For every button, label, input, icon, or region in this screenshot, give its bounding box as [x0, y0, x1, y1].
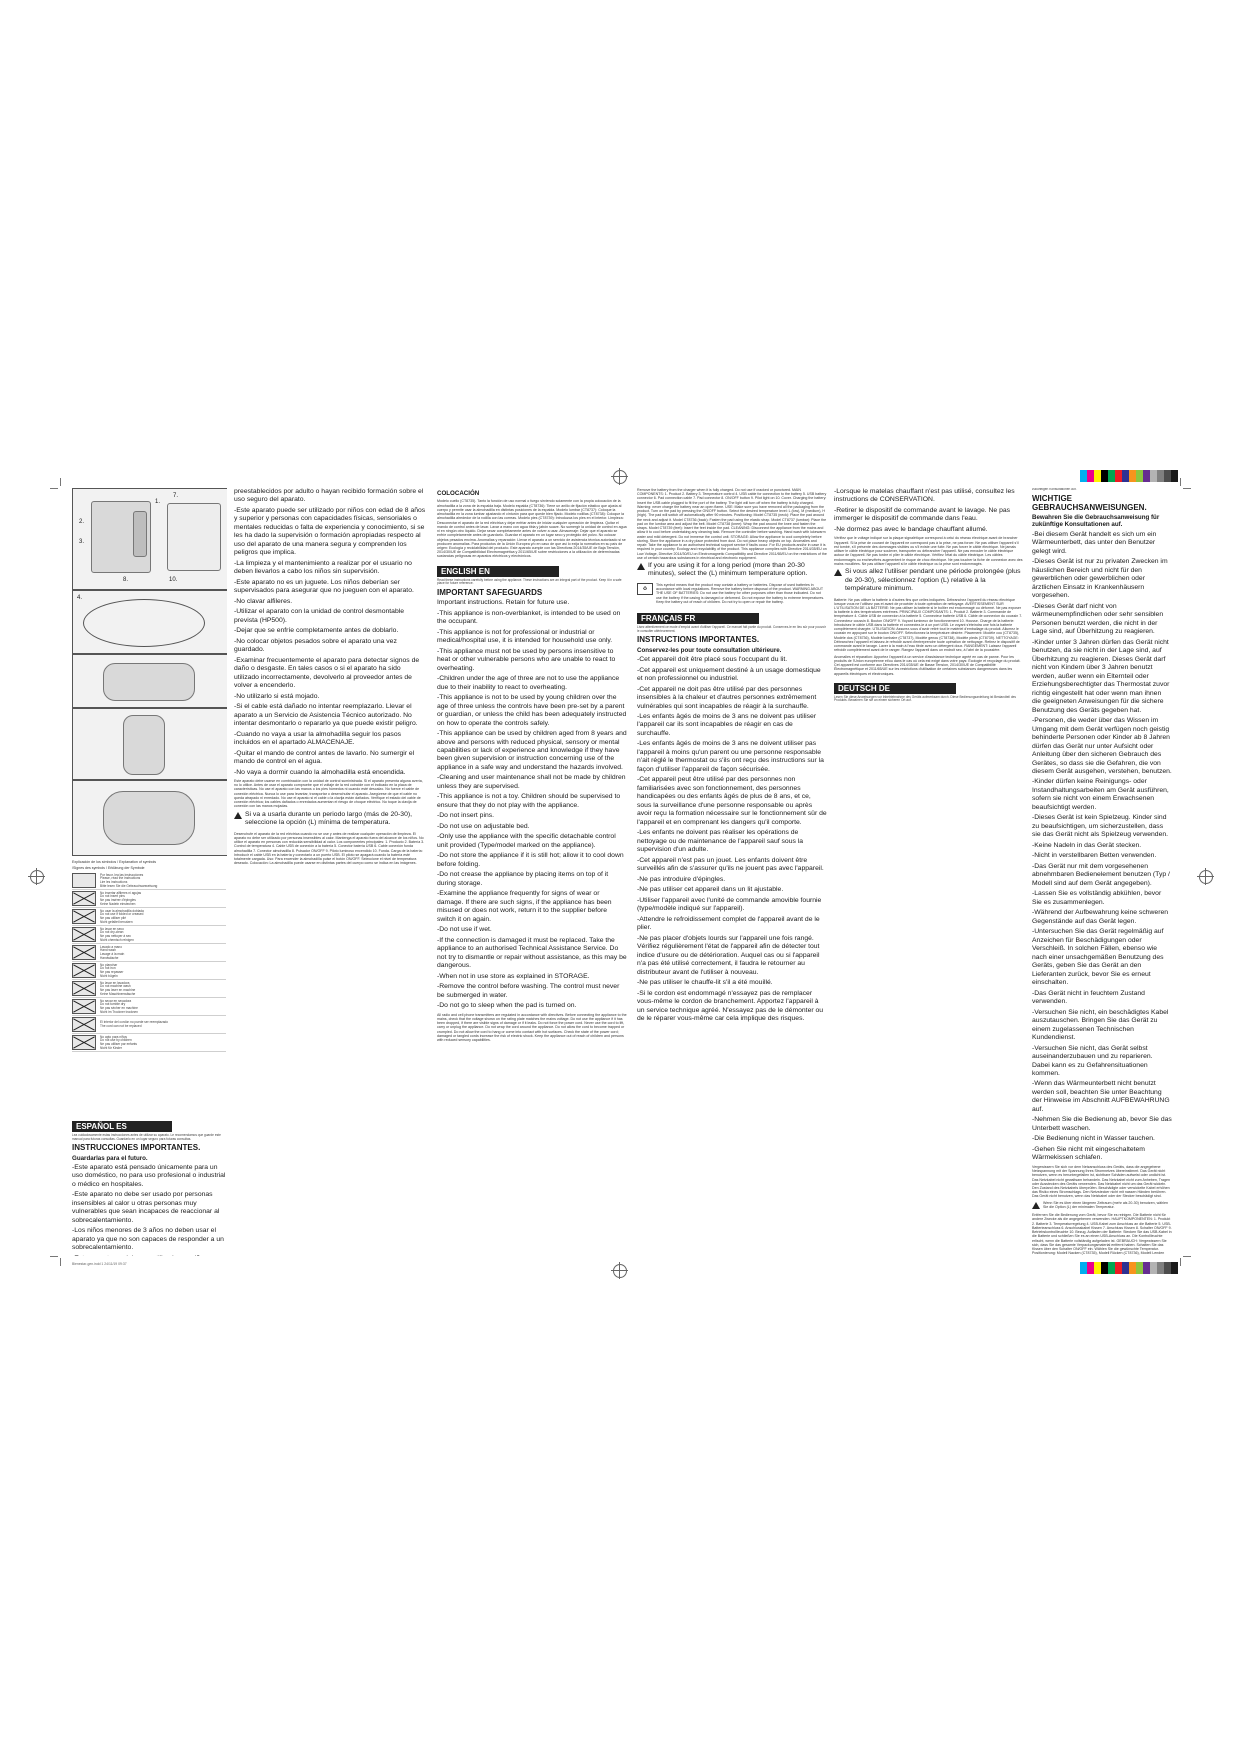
fr-safety-item: -Attendre le refroidissement complet de l'appareil avant de le plier.	[637, 915, 820, 932]
fr-safety-item: -Les enfants âgés de moins de 3 ans ne doivent pas utiliser l'appareil car ils sont incapables de réagir en cas de surchauffe.	[637, 713, 817, 737]
color-swatch	[1101, 470, 1108, 482]
en-safety-item: -This appliance is not to be used by young children over the age of three unless the controls have been pre-set by a parent or guardian, or unless the child has been adequately instructed on how to operate the controls safely.	[437, 694, 627, 727]
crop-mark	[50, 1256, 58, 1257]
column-german	[1032, 488, 1172, 1256]
symbol-caption: Do not iron	[100, 966, 116, 971]
de-safety-item: -Versuchen Sie nicht, das Gerät selbst auseinanderzubauen und zu reparieren. Dabei kann es zu Gefahrensituationen kommen.	[1032, 1044, 1153, 1077]
symbols-panel	[72, 860, 226, 1052]
symbol-caption: Keine Maschinenwäsche	[100, 991, 136, 996]
es-safety-item: -Este aparato puede ser utilizado por niños con edad de 8 años y superior y personas con capacidades físicas, sensoriales o mentales reducidas o falta de experiencia y conocimiento, si se les ha dado la supervisión o formación apropiadas respecto al uso del aparato de una manera segura y comprenden los peligros que implica.	[234, 506, 426, 557]
en-safety-item: -Children under the age of three are not to use the appliance due to their inability to react to overheating.	[437, 675, 620, 691]
colocacion-text: Modelo cuello (CT8735). Tanto la función de uso normal o fuego sirviendo solamente con la propia colocación de la almohadilla a la zona de la espalda baja. Modelo espalda (CT8736): Tiene un anillo de fijación elástico que ajusta al cuerpo y permite usar la almohadilla en distintas posiciones de la espalda. Modelo lumbar (CT8737): Coloque la almohadilla en la zona lumbar ajustando el cinturón para que quede bien fijado. Modelo rodillas (CT8738): Coloque la almohadilla alrededor de la rodilla con las correas. Modelo pies (CT8739): Introduzca los pies en el interior. Limpieza: Desconectar el aparato de la red eléctrica y dejar enfriar antes de iniciar cualquier operación de limpieza. Quitar el mando de control antes de lavar. Lavar a mano con agua tibia y jabón suave. No sumergir la unidad de control en agua ni en ningún otro líquido. Dejar secar completamente antes de volver a usar. Almacenaje: Dejar que el aparato se enfríe completamente antes de guardarlo. Guardar el aparato en un lugar seco y protegido del polvo. No colocar objetos pesados encima. Anomalías y reparación: Llevar el aparato a un servicio de asistencia técnica autorizado si se producen anomalías. Para productos de la Unión Europea y/o en caso de que así lo exija la normativa en su país de origen: Ecología y reciclabilidad del producto. Este aparato cumple con las Directivas 2014/35/UE de Baja Tensión, 2014/30/UE de Compatibilidad Electromagnética y 2011/65/UE sobre restricciones a la utilización de determinadas sustancias peligrosas en aparatos eléctricos y electrónicos.	[437, 499, 627, 559]
es-safety-item: -La limpieza y el mantenimiento a realizar por el usuario no deben llevarlos a cabo los niños sin supervisión.	[234, 559, 412, 576]
care-symbol-icon	[72, 1017, 96, 1032]
symbol-caption: No insertar alfileres ni agujas	[100, 890, 142, 895]
symbol-caption: Hand wash	[100, 948, 116, 953]
color-swatch	[1164, 470, 1171, 482]
es-safety-item: -Este aparato no es un juguete. Los niños deberían ser supervisados para asegurar que no jueguen con el aparato.	[234, 578, 414, 595]
en-warning	[637, 562, 827, 581]
de-safety-item: -Keine Nadeln in das Gerät stecken.	[1032, 841, 1142, 849]
registration-mark-right	[1199, 870, 1213, 884]
color-swatch	[1094, 470, 1101, 482]
symbol-caption: No secar en secadora	[100, 998, 132, 1003]
color-swatch	[1080, 1262, 1087, 1274]
es-warning-text: Si va a usarla durante un periodo largo (más de 20-30), seleccione la opción (L) mínima de temperatura.	[245, 810, 412, 827]
en-safety-item: -Do not store the appliance if it is still hot; allow it to cool down before folding.	[437, 852, 624, 868]
care-symbol-icon	[72, 945, 96, 960]
color-swatch	[1136, 470, 1143, 482]
care-symbol-icon	[72, 873, 96, 888]
en-safety-item: -Do not go to sleep when the pad is turned on.	[437, 1002, 577, 1010]
fr-safety-item: -Si le cordon est endommagé n'essayez pas de remplacer vous-même le cordon de branchement. Apportez l'appareil à un service technique agréé. N'essayez pas de le démonter ou de le réparer vous-même car cela implique des risques.	[637, 989, 824, 1022]
symbol-row	[72, 926, 226, 944]
en-safety-item: -Do not use on adjustable bed.	[437, 822, 530, 830]
fr-safety-item: -Ne pas utiliser cet appareil dans un lit ajustable.	[637, 886, 784, 894]
fr-safety-item: -Cet appareil ne doit pas être utilisé par des personnes insensibles à la chaleur et d'autres personnes extrêmement vulnérables qui sont incapables de réagir à la surchauffe.	[637, 685, 817, 710]
color-swatch	[1150, 470, 1157, 482]
en-safety-item: -Do not crease the appliance by placing items on top of it during storage.	[437, 871, 609, 887]
section-header-fr: FRANÇAIS FR	[637, 613, 759, 624]
figure-label: 2.	[79, 519, 85, 525]
symbol-row	[72, 890, 226, 908]
en-safety-item: -When not in use store as explained in STORAGE.	[437, 972, 590, 980]
color-swatch	[1122, 1262, 1129, 1274]
color-swatch	[1143, 470, 1150, 482]
symbol-caption: Nicht im Trockner trocknen	[100, 1009, 138, 1014]
figure-label: 1.	[155, 499, 161, 505]
symbol-row	[72, 1034, 226, 1052]
en-safety-item: -If the connection is damaged it must be replaced. Take the appliance to an authorised Technical Assistance Service. Do not try to dismantle or repair without assistance, as this may be dangerous.	[437, 936, 627, 970]
care-symbol-icon	[72, 891, 96, 906]
color-swatch	[1164, 1262, 1171, 1274]
color-swatch	[1101, 1262, 1108, 1274]
en-safety-list	[437, 599, 627, 1010]
de-safety-item: -Nicht in verstellbaren Betten verwenden.	[1032, 852, 1157, 860]
en-safety-item: -Do not insert pins.	[437, 812, 495, 820]
symbol-caption: Ne pas utiliser par enfants	[100, 1041, 138, 1046]
de-safety-item: -Die Bedienung nicht in Wasser tauchen.	[1032, 1135, 1155, 1143]
fr-safety-item: -Les enfants ne doivent pas réaliser les opérations de nettoyage ou de maintenance de l'appareil sauf sous la supervision d'un adulte.	[637, 829, 804, 854]
es-subtitle: Guardarlas para el futuro.	[72, 1154, 148, 1162]
symbol-caption: Ne pas insérer d'épingles	[100, 897, 136, 902]
figure-panel-usage-2	[72, 708, 227, 780]
instruction-sheet	[72, 488, 1172, 1256]
fr-safety-item: -Cet appareil peut être utilisé par des personnes non familiarisées avec son fonctionnement, des personnes handicapées ou des enfants âgés de plus de 8 ans, et ce, sous la surveillance d'une personne responsable ou après avoir reçu la formation nécessaire sur le fonctionnement sûr de l'appareil et en comprenant les dangers qu'il comporte.	[637, 776, 827, 826]
crop-mark	[1183, 488, 1191, 489]
en-general-notes: All radio and cell phone transmitters are regulated in accordance with directives. Before connecting the appliance to the mains, check that the voltage shown on the rating plate matches the mains voltage. Do not use the appliance if it has been dropped, if there are visible signs of damage or if it leaks. Do not force the power cord. Never use the cord to lift, carry or unplug the appliance. Do not wrap the cord around the appliance. Do not allow the cord to become trapped or crumpled. Do not allow the cord to hang or come into contact with hot surfaces. Check the state of the power cord; damaged or tangled cords increase the risk of electric shock. Keep the appliance out of reach of children and persons with reduced sensory capabilities.	[437, 1012, 627, 1042]
figure-panel-product	[72, 488, 227, 590]
color-swatch	[1129, 470, 1136, 482]
control-unit-illustration	[133, 511, 147, 557]
symbol-row	[72, 962, 226, 980]
en-safety-item: -This appliance is not a toy. Children should be supervised to ensure that they do not play with the appliance.	[437, 793, 621, 809]
section-header-es: ESPAÑOL ES	[72, 1121, 172, 1132]
symbol-caption: Ne pas nettoyer à sec	[100, 933, 132, 938]
color-swatch	[1143, 1262, 1150, 1274]
warning-triangle-icon	[834, 569, 842, 576]
fr-intro: Lisez attentivement ce mode d'emploi avant d'utiliser l'appareil. Ce manuel fait partie du produit. Conservez-le en lieu sûr pour pouvoir le consulter ultérieurement.	[637, 625, 826, 633]
symbol-caption: Do not use by children	[100, 1038, 132, 1043]
section-header-en: ENGLISH EN	[437, 566, 559, 577]
de-title: WICHTIGE GEBRAUCHSANWEISUNGEN.	[1032, 493, 1147, 512]
color-swatch	[1094, 1262, 1101, 1274]
en-safety-item: -This appliance must not be used by persons insensitive to heat or other vulnerable persons who are unable to react to overheating.	[437, 647, 616, 672]
es-safety-list-continued	[234, 488, 427, 777]
color-swatch	[1157, 1262, 1164, 1274]
de-safety-item: -Kinder unter 3 Jahren dürfen das Gerät nicht benutzen, da sie nicht in der Lage sind, auf Überhitzung zu reagieren. Dieses Gerät darf nicht von Kindern über 3 Jahren benutzt werden, außer wenn ein Elternteil oder Erziehungsberechtigter das Thermostat zuvor richtig eingestellt hat oder wenn man ihnen die geeigneten Anweisungen für die sichere Benutzung des Geräts gegeben hat.	[1032, 638, 1170, 714]
symbol-row	[72, 980, 226, 998]
de-safety-item: -Gehen Sie nicht mit eingeschaltetem Wärmekissen schlafen.	[1032, 1145, 1145, 1162]
fr-safety-list	[637, 656, 827, 1023]
crop-mark	[60, 1258, 61, 1266]
symbol-row	[72, 1016, 226, 1034]
color-swatch	[1171, 470, 1178, 482]
fr-ecology-notes: Anomalies et réparation: Apportez l'appareil à un service d'assistance technique agréé en cas de panne. Pour les produits de l'Union européenne et/ou dans le cas où cela est exigé dans votre pays: Écologie et recyclage du produit. Cet appareil est conforme aux Directives 2014/35/UE de Basse Tension, 2014/30/UE de Compatibilité Électromagnétique et 2011/65/UE sur les restrictions d'utilisation de certaines substances dangereuses dans les appareils électriques et électroniques.	[834, 654, 1021, 676]
symbol-caption: No lavar en lavadora	[100, 980, 130, 985]
care-symbol-icon	[72, 999, 96, 1014]
symbol-caption: No lavar en seco	[100, 926, 124, 931]
registration-mark-top	[613, 470, 627, 484]
figure-label: 4.	[77, 595, 83, 601]
color-swatch	[1115, 1262, 1122, 1274]
de-warning	[1032, 1201, 1172, 1211]
symbol-row	[72, 944, 226, 962]
warning-triangle-icon	[234, 812, 242, 819]
es-general-notes: Este aparato debe usarse en combinación con la unidad de control suministrada. Si el aparato presenta alguna avería, no lo utilice. Antes de usar el aparato compruebe que el voltaje de la red coincide con el indicado en la placa de características. No use el aparato con las manos o los pies húmedos ni cuando esté descalzo. No fuerce el cable de conexión eléctrica. Nunca lo use para levantar, transportar o desenchufar el aparato. Asegúrese de que el cable no queda atrapado ni enredado. No use el aparato si el cable o la clavija están dañados. Verifique el estado del cable de conexión eléctrica; los cables dañados o enredados aumentan el riesgo de choque eléctrico. No toque la clavija de conexión con las manos mojadas.	[234, 779, 423, 809]
symbol-caption: Handwäsche	[100, 955, 119, 960]
symbol-caption: Nicht bügeln	[100, 973, 118, 978]
symbol-caption: Do not tumble dry	[100, 1002, 126, 1007]
en-battery-text: This symbol means that the product may contain a battery or batteries. Dispose of used batteries in accordance with local regulations. Remove the battery before disposal of the product. WARNING ABOUT THE USE OF BATTERIES: Do not use the battery for other purposes other than those indicated. Do not use the battery if the casing is damaged or deformed. Do not expose the battery to extreme temperatures. Keep the battery out of reach of children. Do not try to open or repair the battery.	[656, 582, 825, 604]
es-safety-item: -Este aparato está pensado únicamente para un uso doméstico, no para uso profesional o industrial o médico en hospitales.	[72, 1163, 226, 1188]
de-safety-item: -Bei diesem Gerät handelt es sich um ein Wärmeunterbett, das unter den Benutzer gelegt wird.	[1032, 530, 1157, 555]
crop-mark	[1180, 478, 1181, 486]
en-title: IMPORTANT SAFEGUARDS	[437, 588, 543, 598]
es-safety-list	[72, 1164, 226, 1256]
en-safety-item: -Remove the control before washing. The control must never be submerged in water.	[437, 983, 620, 999]
de-safety-list	[1032, 531, 1172, 1163]
column-spanish	[234, 488, 427, 1256]
symbol-caption: Do not use if folded or creased	[100, 912, 144, 917]
es-safety-item: -Este aparato no debe ser usado por personas insensibles al calor u otras personas muy vulnerables que sean incapaces de reaccionar al sobrecalentamiento.	[72, 1191, 220, 1224]
column-french	[834, 488, 1024, 1256]
en-safety-item: -This appliance is not for professional or industrial or medical/hospital use, it is intended for household use only.	[437, 628, 613, 645]
es-safety-item: -Los niños menores de 3 años no deben usar el aparato ya que no son capaces de responder a un sobrecalentamiento.	[72, 1227, 224, 1252]
es-safety-item	[72, 1255, 226, 1256]
color-swatch	[1157, 470, 1164, 482]
de-safety-item: -Kinder dürfen keine Reinigungs- oder Instandhaltungsarbeiten am Gerät ausführen, sofern sie nicht von einem Erwachsenen beaufsichtigt werden.	[1032, 778, 1169, 811]
en-safety-item: -Cleaning and user maintenance shall not be made by children unless they are supervised.	[437, 774, 626, 790]
color-swatch	[1129, 1262, 1136, 1274]
es-safety-item: preestablecidos por adulto o hayan recibido formación sobre el uso seguro del aparato.	[234, 488, 424, 504]
symbol-caption: No usar la almohadilla doblada	[100, 908, 144, 913]
color-swatch	[1115, 470, 1122, 482]
care-symbol-icon	[72, 963, 96, 978]
color-swatch	[1087, 470, 1094, 482]
fr-safety-item: -Cet appareil est uniquement destiné à un usage domestique et non professionnel ou industriel.	[637, 666, 821, 683]
figure-panel-usage-1	[72, 654, 227, 708]
care-symbol-icon	[72, 1035, 96, 1050]
symbol-caption: Por favor, lea las instrucciones	[100, 872, 144, 877]
es-safety-item: -Utilizar el aparato con la unidad de control desmontable prevista (HP500).	[234, 608, 405, 624]
de-intro: Lesen Sie diese Anweisungen vor Inbetriebnahme des Geräts aufmerksam durch. Diese Bedienungsanleitung ist Bestandteil des Produkts. Bewahren Sie sie an einem sicheren Ort auf.	[834, 694, 1016, 703]
warning-triangle-icon	[637, 563, 645, 570]
symbol-caption: Lavado a mano	[100, 944, 122, 949]
column-english-french	[637, 488, 827, 1256]
color-swatch	[1171, 1262, 1178, 1274]
figure-panel-usage-3	[72, 780, 227, 856]
de-safety-item: -Dieses Gerät ist kein Spielzeug. Kinder sind zu beaufsichtigen, um sicherzustellen, dass sie das Gerät nicht als Spielzeug verwenden.	[1032, 814, 1169, 839]
care-symbol-icon	[72, 981, 96, 996]
en-safety-item: -Only use the appliance with the specific detachable control unit provided (Type/model marked on the appliance).	[437, 833, 616, 849]
de-warning-text: Wenn Sie es über einen längeren Zeitraum (mehr als 20-30) benutzen, wählen Sie die Option (L) der minimalen Temperatur.	[1043, 1200, 1168, 1209]
pad-cover-illustration	[167, 503, 221, 571]
es-safety-item: -No vaya a dormir cuando la almohadilla está encendida.	[234, 768, 406, 776]
symbols-list	[72, 872, 226, 1052]
symbol-caption: No planchar	[100, 962, 118, 967]
en-safety-item: -Do not use if wet.	[437, 926, 492, 934]
es-safety-item: -No colocar objetos pesados sobre el aparato una vez guardado.	[234, 637, 397, 654]
symbol-caption: Nicht chemisch reinigen	[100, 937, 134, 942]
de-safety-item: -Das Gerät nicht in feuchtem Zustand verwenden.	[1032, 989, 1145, 1006]
en-safety-item: -This appliance can be used by children aged from 8 years and above and persons with reduced physical, sensory or mental capabilities or lack of experience and knowledge if they have been given supervision or instruction concerning use of the appliance in a safe way and understand the hazards involved.	[437, 730, 627, 771]
fr-safety-item: -Ne pas introduire d'épingles.	[637, 875, 726, 883]
neck-pad-illustration	[103, 663, 195, 701]
de-intro-continued: zukünftigen Konsultationen auf.	[1032, 488, 1077, 491]
print-slug: Bienestar-gen.indd 1 24/11/19 09:37	[72, 1262, 127, 1266]
fr-safety-item: -Ne pas utiliser le chauffe-lit s'il a été mouillé.	[637, 979, 773, 987]
care-symbol-icon	[72, 909, 96, 924]
fr-warning-text: Si vous allez l'utiliser pendant une période prolongée (plus de 20-30), sélectionnez l'option (L) relative à la température minimum.	[845, 568, 1021, 593]
color-swatch	[1087, 1262, 1094, 1274]
en-safety-item: -This appliance is non-overblanket, is intended to be used on the occupant.	[437, 609, 621, 626]
figure-label: 10.	[169, 577, 178, 583]
es-warning	[234, 811, 427, 830]
fr-safety-list-continued	[834, 488, 1024, 534]
symbol-caption: Ne pas laver en machine	[100, 987, 136, 992]
es-safety-item: -Si el cable está dañado no intentar reemplazarlo. Llevar el aparato a un Servicio de Asistencia Técnico autorizado. No intentar desmontarlo o repararlo ya que puede existir peligro.	[234, 703, 418, 728]
crop-mark	[1180, 1258, 1181, 1266]
color-swatch	[1122, 470, 1129, 482]
es-safety-item: -Quitar el mando de control antes de lavarlo. No sumergir el mando de control en el agua.	[234, 749, 415, 766]
color-swatch	[1080, 470, 1087, 482]
symbol-row	[72, 908, 226, 926]
de-safety-item: -Während der Aufbewahrung keine schweren Gegenstände auf das Gerät legen.	[1032, 909, 1169, 925]
fr-components-notes: Batterie: Ne pas utiliser la batterie à d'autres fins que celles indiquées. Débranchez l'appareil du réseau électrique lorsque vous ne l'utilisez pas et avant de procéder à toute opération de nettoyage. AVERTISSEMENT SUR L'UTILISATION DE LA BATTERIE: Ne pas utiliser la batterie si le boîtier est endommagé ou déformé. Ne pas exposer la batterie à des températures extrêmes. PRINCIPAUX COMPOSANTS: 1. Produit 2. Batterie 3. Commande de température 4. Câble USB de connexion à la batterie 5. Connecteur batterie USB 6. Câble de connexion du coussin 7. Connecteur coussin 8. Bouton ON/OFF 9. Voyant lumineux de fonctionnement 10. Housse. Charge de la batterie: Introduisez le câble USB dans la batterie et connectez-le à un port USB. Le voyant s'éteindra une fois la batterie complètement chargée. UTILISATION: Assurez-vous d'avoir retiré tout le matériel d'emballage du produit. Allumez le coussin en appuyant sur le bouton ON/OFF. Sélectionnez la température désirée. Placement: Modèle cou (CT8735), Modèle dos (CT8736), Modèle lombaire (CT8737), Modèle genou (CT8738), Modèle pieds (CT8739). NETTOYAGE: Débranchez l'appareil et laissez-le refroidir avant d'entreprendre toute opération de nettoyage. Retirez le dispositif de commande avant le lavage. Laver à la main à l'eau tiède avec un détergent doux. RANGEMENT: Laissez l'appareil refroidir complètement avant de le ranger. Rangez l'appareil dans un endroit sec, à l'abri de la poussière.	[834, 597, 1023, 653]
fr-safety-item: -Cet appareil doit être placé sous l'occupant du lit.	[637, 656, 788, 664]
en-battery-note	[637, 583, 827, 606]
symbol-caption: El interior del cordón no puede ser reemplazado	[100, 1020, 169, 1025]
es-components-notes: Desenchufe el aparato de la red eléctrica cuando no se use y antes de realizar cualquier operación de limpieza. El aparato no debe ser utilizado por personas insensibles al calor. Mantenga el aparato fuera del alcance de los niños. No utilice el aparato en personas con reducida sensibilidad al calor. Los componentes principales: 1. Producto 2. Batería 3. Control de temperatura 4. Cable USB de conexión a la batería 5. Conector batería USB 6. Cable conexión funda almohadilla 7. Conector almohadilla 8. Pulsador ON/OFF 9. Piloto luminoso encendido 10. Funda. Carga de la batería: Introducir el cable USB en la batería y conectarlo a un puerto USB. El piloto se apagará cuando la batería esté totalmente cargada. Uso: Para encender la almohadilla pulse el botón ON/OFF. Seleccione el nivel de temperatura deseado. Colocación: La almohadilla puede usarse en distintas partes del cuerpo como se indica en las imágenes.	[234, 831, 425, 866]
crossed-bin-icon: ♻	[637, 583, 653, 595]
colocacion-title: COLOCACIÓN	[437, 490, 480, 497]
de-safety-item: -Das Gerät nur mit dem vorgesehenen abnehmbaren Bedienelement benutzen (Typ / Modell sind auf dem Gerät angegeben).	[1032, 862, 1170, 887]
en-warning-text: If you are using it for a long period (more than 20-30 minutes), select the (L) minimum temperature option.	[648, 561, 808, 578]
figure-panel-cable	[72, 590, 227, 654]
de-safety-item: -Nehmen Sie die Bedienung ab, bevor Sie das Unterbett waschen.	[1032, 1116, 1172, 1132]
care-symbol-icon	[72, 927, 96, 942]
en-safety-item: Important instructions. Retain for future use.	[437, 599, 570, 607]
color-swatch	[1108, 1262, 1115, 1274]
symbol-caption: Please, read the instructions	[100, 876, 141, 881]
symbol-row	[72, 998, 226, 1016]
symbol-caption: Ne pas utiliser plié	[100, 915, 127, 920]
fr-general-notes: Vérifiez que le voltage indiqué sur la plaque signalétique correspond à celui du réseau électrique avant de brancher l'appareil. Si la prise de courant de l'appareil ne correspond pas à la prise, ne pas forcer. Ne pas utiliser l'appareil s'il est tombé, s'il présente des dommages visibles ou s'il existe une fuite. Ne pas forcer le câble électrique. Ne jamais utiliser le câble électrique pour soulever, transporter ou débrancher l'appareil. Ne pas enrouler le câble électrique autour de l'appareil. Ne pas tordre ni plier le câble électrique. Vérifiez l'état du câble électrique. Les câbles endommagés ou enchevêtrés augmentent le risque de choc électrique. Ne pas toucher la fiche de connexion avec des mains mouillées. Ne pas utiliser l'appareil si le câble électrique ou la prise sont endommagés.	[834, 536, 1023, 566]
symbols-title-line: Explicación de los símbolos / Explanation of symbols	[72, 860, 157, 864]
symbol-caption: Do not dry-clean	[100, 930, 124, 935]
symbols-title-line: /Signes des symbols / Erklärung der Symbole	[72, 866, 145, 871]
fr-safety-item: -Utiliser l'appareil avec l'unité de commande amovible fournie (type/modèle indiqué sur l'appareil).	[637, 896, 822, 913]
symbol-caption: Ne pas repasser	[100, 969, 124, 974]
figure-label: 7.	[173, 493, 179, 499]
symbol-row	[72, 872, 226, 890]
fr-safety-item: -Cet appareil n'est pas un jouet. Les enfants doivent être surveillés afin de s'assurer qu'ils ne jouent pas avec l'appareil.	[637, 856, 824, 873]
figure-label: 3.	[79, 539, 85, 545]
es-safety-item: -Examinar frecuentemente el aparato para detectar signos de daño o desgaste. En tales casos o si el aparato ha sido utilizado incorrectamente, devolverlo al proveedor antes de volver a encenderlo.	[234, 656, 420, 690]
de-safety-item: -Wenn das Wärmeunterbett nicht benutzt werden soll, beachten Sie unter Beachtung der Hinweise im Abschnitt AUFBEWAHRUNG auf.	[1032, 1080, 1170, 1113]
color-bar-top	[1080, 470, 1178, 482]
es-safety-item: -No clavar alfileres.	[234, 597, 293, 605]
color-swatch	[1108, 470, 1115, 482]
de-components-notes: Entfernen Sie die Bedienung vom Gerät, bevor Sie es reinigen. Die Batterie nicht für andere Zwecke als die angegebenen verwenden. HAUPTKOMPONENTEN: 1. Produkt 2. Batterie 3. Temperaturregelung 4. USB-Kabel zum Anschluss an die Batterie 5. USB-Batterieanschluss 6. Anschlusskabel Kissen 7. Anschluss Kissen 8. Schalter ON/OFF 9. Betriebskontrollleuchte 10. Bezug. Aufladen der Batterie: Stecken Sie das USB-Kabel in die Batterie und schließen Sie es an einen USB-Anschluss an. Die Kontrollleuchte erlischt, wenn die Batterie vollständig aufgeladen ist. GEBRAUCH: Vergewissern Sie sich, dass Sie das gesamte Verpackungsmaterial entfernt haben. Schalten Sie das Kissen über den Schalter ON/OFF ein. Wählen Sie die gewünschte Temperatur. Positionierung: Modell Nacken (CT8735), Modell Rücken (CT8736), Modell Lenden	[1032, 1213, 1172, 1256]
de-safety-item: -Lassen Sie es vollständig abkühlen, bevor Sie es zusammenlegen.	[1032, 890, 1162, 906]
column-english	[437, 488, 627, 1256]
section-header-de: DEUTSCH DE	[834, 683, 956, 694]
color-swatch	[1136, 1262, 1143, 1274]
knee-pad-illustration	[123, 715, 165, 775]
figure-label: 8.	[123, 577, 129, 583]
es-safety-item: -Cuando no vaya a usar la almohadilla seguir los pasos incluidos en el apartado ALMACENAJE.	[234, 730, 401, 747]
symbol-caption: Ne pas sécher en machine	[100, 1005, 138, 1010]
de-safety-item: -Personen, die weder über das Wissen im Umgang mit dem Gerät verfügen noch geistig behinderte Personen oder Kinder ab 8 Jahren dürfen das Gerät nur unter Aufsicht oder Anleitung über den sicheren Gebrauch des Gerätes, so dass sie die Gefahren, die von diesem Gerät ausgehen, verstehen, benutzen.	[1032, 717, 1172, 775]
spanish-intro	[72, 1116, 226, 1256]
de-subtitle: Bewahren Sie die Gebrauchsanweisung für zukünftige Konsultationen auf.	[1032, 514, 1160, 529]
fr-safety-item: -Lorsque le matelas chauffant n'est pas utilisé, consultez les instructions de CONSERVATION.	[834, 488, 1015, 504]
fr-safety-item: -Les enfants âgés de moins de 3 ans ne doivent utiliser pas l'appareil à moins qu'un parent ou une personne responsable n'ait réglé le thermostat ou s'ils ont reçu des instructions sur la façon d'utiliser l'appareil de façon sécurisée.	[637, 740, 824, 773]
usb-cable-illustration	[83, 599, 205, 647]
symbol-caption: Lire les instructions	[100, 879, 128, 884]
registration-mark-left	[30, 870, 44, 884]
en-components-notes: Remove the battery from the charger when it is fully charged. Do not use if cracked or punctured. MAIN COMPONENTS: 1. Product 2. Battery 3. Temperature control 4. USB cable for connection to the battery 5. USB battery connector 6. Pad connection cable 7. Pad connector 8. ON/OFF button 9. Pilot light on 10. Cover. Charging the battery: Insert the USB cable plugged to fit the port of the battery. The light will turn off when the battery is fully charged. Warning: never charge the battery near an open flame. USE: Make sure you have removed all the packaging from the product. Turn on the pad by pressing the ON/OFF button. Select the desired temperature level: L (low), M (medium), H (high). The pad will switch off automatically after 90 minutes. Positioning: Model CT8735 (neck): Place the pad around the neck and adjust it. Model CT8736 (back): Fasten the pad using the elastic strap. Model CT8737 (lumbar): Place the pad on the lumbar area and adjust the belt. Model CT8738 (knee): Wrap the pad around the knee and fasten the straps. Model CT8739 (feet): Insert the feet inside the pad. CLEANING: Disconnect the appliance from the mains and allow it to cool before undertaking any cleaning task. Remove the controller before washing. Hand wash with lukewarm water and mild detergent. Do not immerse the control unit. STORAGE: Allow the appliance to cool completely before storing. Store the appliance in a dry place protected from dust. Do not place heavy objects on top. Anomalies and repair: Take the appliance to an authorised technical support service if faults occur. For EU products and/or in case it is required in your country: Ecology and recyclability of the product. This appliance complies with Directive 2014/35/EU on Low Voltage, Directive 2014/30/EU on Electromagnetic Compatibility and Directive 2011/65/EU on the restrictions of the use of certain hazardous substances in electrical and electronic equipment.	[637, 488, 827, 560]
symbol-caption: Bitte lesen Sie die Gebrauchsanweisung	[100, 883, 158, 888]
symbol-caption: Nicht für Kinder	[100, 1045, 122, 1050]
es-safety-item: -Dejar que se enfríe completamente antes de doblarlo.	[234, 627, 399, 635]
fr-safety-item: -Ne pas placer d'objets lourds sur l'appareil une fois rangé. Vérifiez régulièrement l'état de l'appareil afin de détecter tout indice d'usure ou de détérioration. Auquel cas ou si l'appareil n'a pas été utilisé correctement, il faudra le retourner au distributeur avant de l'utiliser à nouveau.	[637, 934, 820, 976]
fr-safety-item: -Retirer le dispositif de commande avant le lavage. Ne pas immerger le dispositif de commande dans l'eau.	[834, 506, 1011, 523]
symbol-caption: Nicht gefaltet benutzen	[100, 919, 133, 924]
de-safety-item: -Dieses Gerät ist nur zu privaten Zwecken im häuslichen Bereich und nicht für den gewerblichen oder gewerblichen oder ärztlichen Einsatz in Krankenhäusern vorgesehen.	[1032, 558, 1168, 600]
symbol-caption: The cord can not be replaced	[100, 1023, 142, 1028]
registration-mark-bottom	[613, 1264, 627, 1278]
fr-warning	[834, 568, 1024, 595]
warning-triangle-icon	[1032, 1202, 1040, 1209]
symbol-caption: Do not machine wash	[100, 984, 131, 989]
fr-safety-item: -Ne dormez pas avec le bandage chauffant allumé.	[834, 525, 988, 533]
es-safety-item: -No utilizarlo si está mojado.	[234, 692, 320, 700]
symbol-caption: Keine Nadeln einstechen	[100, 901, 136, 906]
fr-title: INSTRUCTIONS IMPORTANTES.	[637, 635, 760, 645]
de-safety-item: -Versuchen Sie nicht, ein beschädigtes Kabel auszutauschen. Bringen Sie das Gerät zu einem zugelassenen Technischen Kundendienst.	[1032, 1008, 1169, 1042]
de-safety-item: -Dieses Gerät darf nicht von wärmeunempfindlichen oder sehr sensiblen Personen benutzt werden, die nicht in der Lage sind, auf Überhitzung zu reagieren.	[1032, 602, 1164, 636]
color-swatch	[1150, 1262, 1157, 1274]
fr-subtitle: Conservez-les pour toute consultation ultérieure.	[637, 646, 782, 654]
en-intro: Read these instructions carefully before using the appliance. These instructions are an integral part of the product. Keep it in a safe place for future reference.	[437, 577, 622, 586]
crop-mark	[60, 478, 61, 486]
foot-pad-illustration	[103, 791, 195, 845]
de-general-notes: Vergewissern Sie sich vor dem Netzanschluss des Geräts, dass die angegebene Netzspannung mit der Spannung Ihres Stromnetzes übereinstimmt. Das Gerät nicht benutzen, wenn es heruntergefallen ist, sichtbare Schäden aufweist oder undicht ist. Das Netzkabel nicht gewaltsam behandeln. Das Netzkabel nicht zum Anheben, Tragen oder Ausstecken des Geräts verwenden. Das Netzkabel nicht um das Gerät wickeln. Den Zustand des Netzkabels überprüfen. Beschädigte oder verwickelte Kabel erhöhen das Risiko eines Stromschlags. Den Netzstecker nicht mit nassen Händen berühren. Das Gerät nicht benutzen, wenn das Netzkabel oder der Stecker beschädigt sind.	[1032, 1164, 1171, 1199]
crop-mark	[1183, 1256, 1191, 1257]
es-title: INSTRUCCIONES IMPORTANTES.	[72, 1143, 201, 1153]
symbol-caption: Lavage à la main	[100, 951, 125, 956]
column-figures-symbols	[72, 488, 227, 1256]
en-safety-item: -Examine the appliance frequently for signs of wear or damage. If there are such signs, if the appliance has been misused or does not work, return it to the supplier before switch it on again.	[437, 890, 612, 923]
color-bar-bottom	[1080, 1262, 1178, 1274]
crop-mark	[50, 488, 58, 489]
symbol-caption: No apto para niños	[100, 1034, 127, 1039]
es-intro: Lea cuidadosamente estas instrucciones antes de utilizar su aparato. Le recomendamos que guarde este manual para futuras consultas. Guardarlo en un lugar seguro para futuras consultas.	[72, 1133, 221, 1141]
de-safety-item: -Untersuchen Sie das Gerät regelmäßig auf Anzeichen für Beschädigungen oder Verschleiß. In solchen Fällen, ebenso wie nach einer unsachgemäßen Benutzung des Geräts, geben Sie das Gerät an den Lieferanten zurück, bevor Sie es erneut einschalten.	[1032, 928, 1164, 987]
symbol-caption: Do not insert pins	[100, 894, 125, 899]
